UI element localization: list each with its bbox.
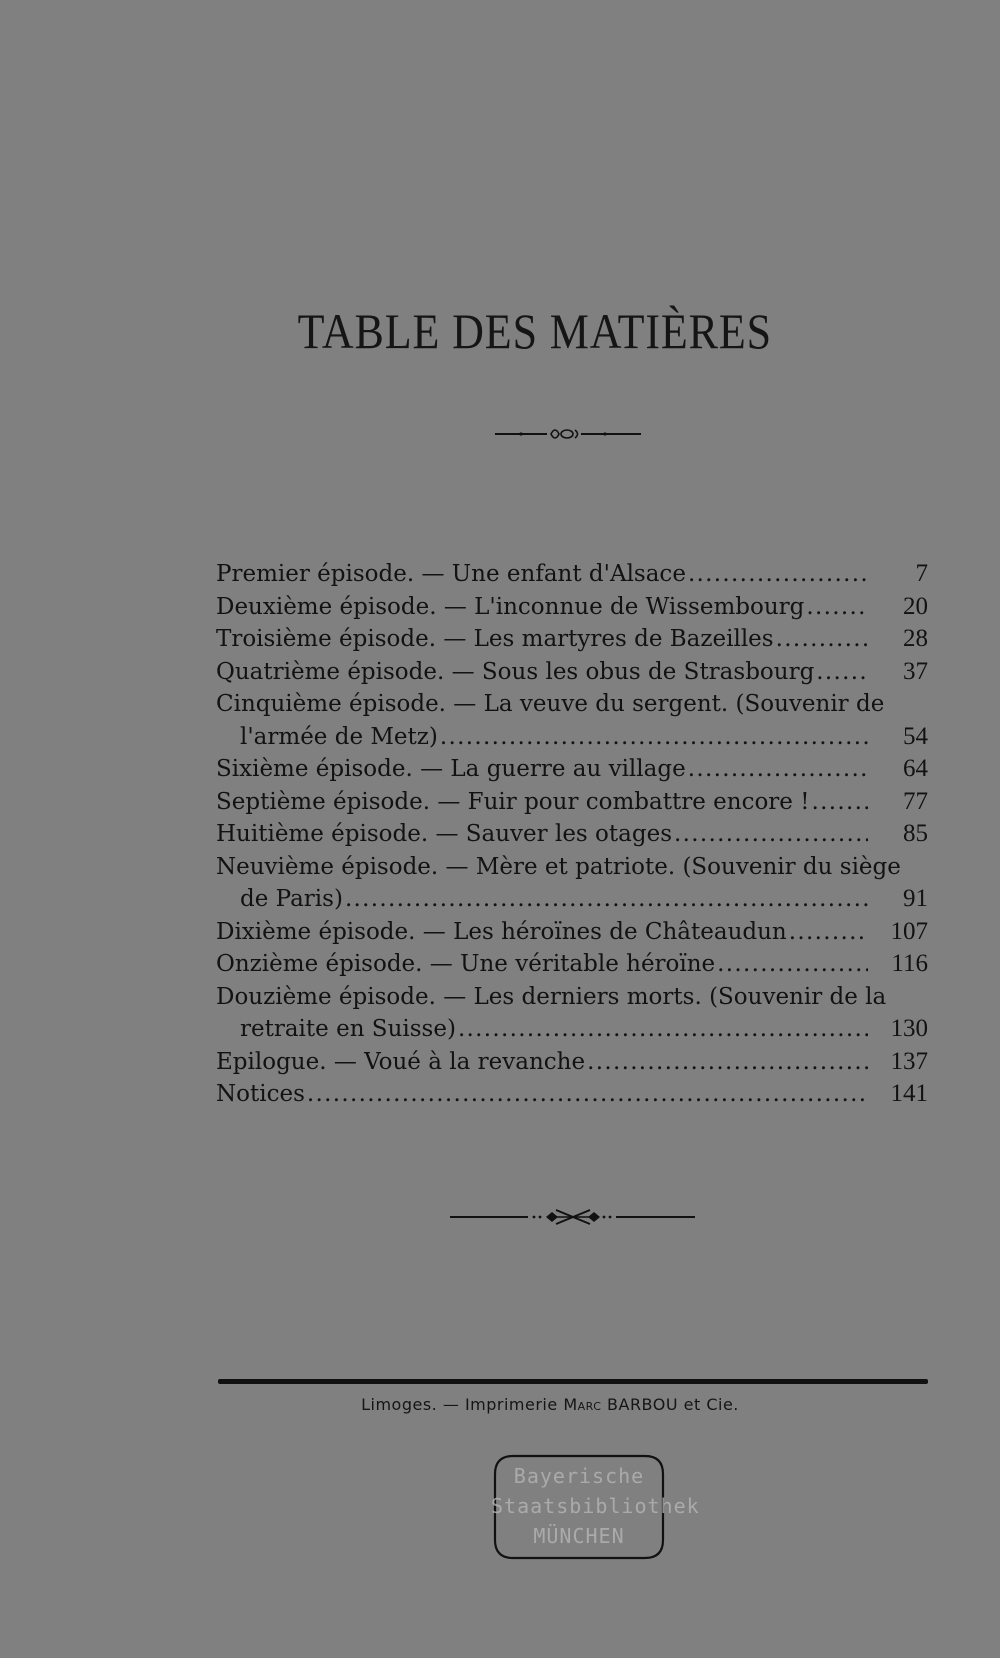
- toc-page-number: 54: [903, 722, 928, 750]
- toc-line: [216, 623, 928, 656]
- toc-page-number: 91: [903, 885, 928, 912]
- toc-entry-title: Quatrième épisode. — Sous les obus de Strasbourg: [216, 658, 815, 685]
- dot-leader: [776, 623, 868, 656]
- toc-page-number: 141: [890, 1080, 928, 1107]
- footer-rule: [218, 1379, 928, 1384]
- toc-entry: [216, 753, 928, 786]
- toc-page-number: 7: [915, 560, 928, 587]
- toc-page-number: 64: [903, 755, 928, 782]
- toc-line: [216, 818, 928, 851]
- toc-entry-title: Notices: [216, 1081, 305, 1107]
- toc-entry: [216, 981, 928, 1046]
- toc-entry-title: Huitième épisode. — Sauver les otages: [216, 821, 672, 847]
- toc-entry-title: Epilogue. — Voué à la revanche: [216, 1048, 586, 1075]
- dot-leader: [458, 1013, 868, 1046]
- dot-leader: [717, 948, 868, 981]
- toc-line: [216, 688, 928, 721]
- toc-entry-title: Troisième épisode. — Les martyres de Bazeilles: [216, 626, 774, 652]
- toc-entry: [216, 591, 928, 624]
- page-title: TABLE DES MATIÈRES: [297, 303, 772, 359]
- stamp-line-2: Staatsbibliothek: [491, 1494, 700, 1518]
- toc-line: [216, 1046, 928, 1079]
- library-stamp: [491, 1452, 700, 1562]
- dot-leader: [688, 753, 868, 786]
- toc-entry: [216, 656, 928, 689]
- dot-leader: [688, 558, 868, 591]
- toc-page-number: 77: [903, 787, 928, 815]
- toc-entry: [216, 623, 928, 656]
- dot-leader: [440, 721, 868, 754]
- toc-line: [216, 753, 928, 786]
- toc-entry: [216, 786, 928, 819]
- toc-entry: [216, 558, 928, 591]
- toc-entry: [216, 1046, 928, 1079]
- toc-line: [216, 786, 928, 819]
- imprint-prefix: Limoges. — Imprimerie: [361, 1395, 558, 1414]
- dot-leader: [816, 656, 868, 689]
- imprint-name: BARBOU et Cie.: [607, 1395, 739, 1414]
- toc-entry-title: Douzième épisode. — Les derniers morts. (Souvenir de la: [216, 983, 887, 1010]
- toc-page-number: 116: [891, 950, 928, 977]
- toc-page-number: 37: [903, 657, 928, 685]
- toc-line: [216, 948, 928, 981]
- toc-entry: [216, 916, 928, 949]
- toc-entry: [216, 948, 928, 981]
- toc-line: [216, 656, 928, 689]
- toc-page-number: 85: [903, 820, 928, 847]
- toc-entry: [216, 1078, 928, 1111]
- toc-entry-title: retraite en Suisse): [240, 1016, 456, 1042]
- toc-entry-title: Cinquième épisode. — La veuve du sergent. (Souvenir de: [216, 691, 885, 717]
- toc-entry-title: Septième épisode. — Fuir pour combattre encore !: [216, 788, 810, 815]
- dot-leader: [587, 1046, 868, 1079]
- table-of-contents: [216, 558, 928, 1111]
- dot-leader: [345, 883, 868, 916]
- toc-entry-title: Neuvième épisode. — Mère et patriote. (Souvenir du siège: [216, 853, 901, 880]
- toc-page-number: 130: [890, 1015, 928, 1042]
- toc-line: [216, 883, 928, 916]
- toc-entry-title: Premier épisode. — Une enfant d'Alsace: [216, 561, 686, 587]
- stamp-line-3: MÜNCHEN: [533, 1524, 625, 1548]
- dot-leader: [674, 818, 868, 851]
- toc-line: [216, 916, 928, 949]
- toc-line: [216, 721, 928, 754]
- toc-entry-title: Dixième épisode. — Les héroïnes de Châteaudun: [216, 918, 787, 945]
- toc-page-number: 107: [890, 917, 928, 945]
- toc-line: [216, 1078, 928, 1111]
- dot-leader: [307, 1078, 868, 1111]
- toc-line: [216, 558, 928, 591]
- toc-page-number: 137: [890, 1047, 928, 1075]
- dot-leader: [789, 916, 868, 949]
- toc-line: [216, 1013, 928, 1046]
- stamp-line-1: Bayerische: [513, 1464, 645, 1488]
- fleuron-ornament-bottom: [450, 1206, 695, 1228]
- toc-line: [216, 591, 928, 624]
- fleuron-ornament-top: [495, 424, 641, 444]
- toc-line: [216, 851, 928, 884]
- toc-entry-title: de Paris): [240, 886, 343, 912]
- toc-entry-title: l'armée de Metz): [240, 723, 438, 750]
- toc-line: [216, 981, 928, 1014]
- dot-leader: [811, 786, 868, 819]
- toc-page-number: 28: [903, 625, 928, 652]
- toc-entry-title: Deuxième épisode. — L'inconnue de Wissembourg: [216, 593, 805, 620]
- toc-entry-title: Sixième épisode. — La guerre au village: [216, 756, 686, 782]
- toc-entry: [216, 818, 928, 851]
- imprint-name-small-caps: Marc: [563, 1395, 602, 1414]
- printer-imprint: [0, 1395, 1000, 1414]
- toc-entry: [216, 851, 928, 916]
- dot-leader: [806, 591, 868, 624]
- toc-entry-title: Onzième épisode. — Une véritable héroïne: [216, 951, 716, 977]
- toc-page-number: 20: [903, 592, 928, 620]
- toc-entry: [216, 688, 928, 753]
